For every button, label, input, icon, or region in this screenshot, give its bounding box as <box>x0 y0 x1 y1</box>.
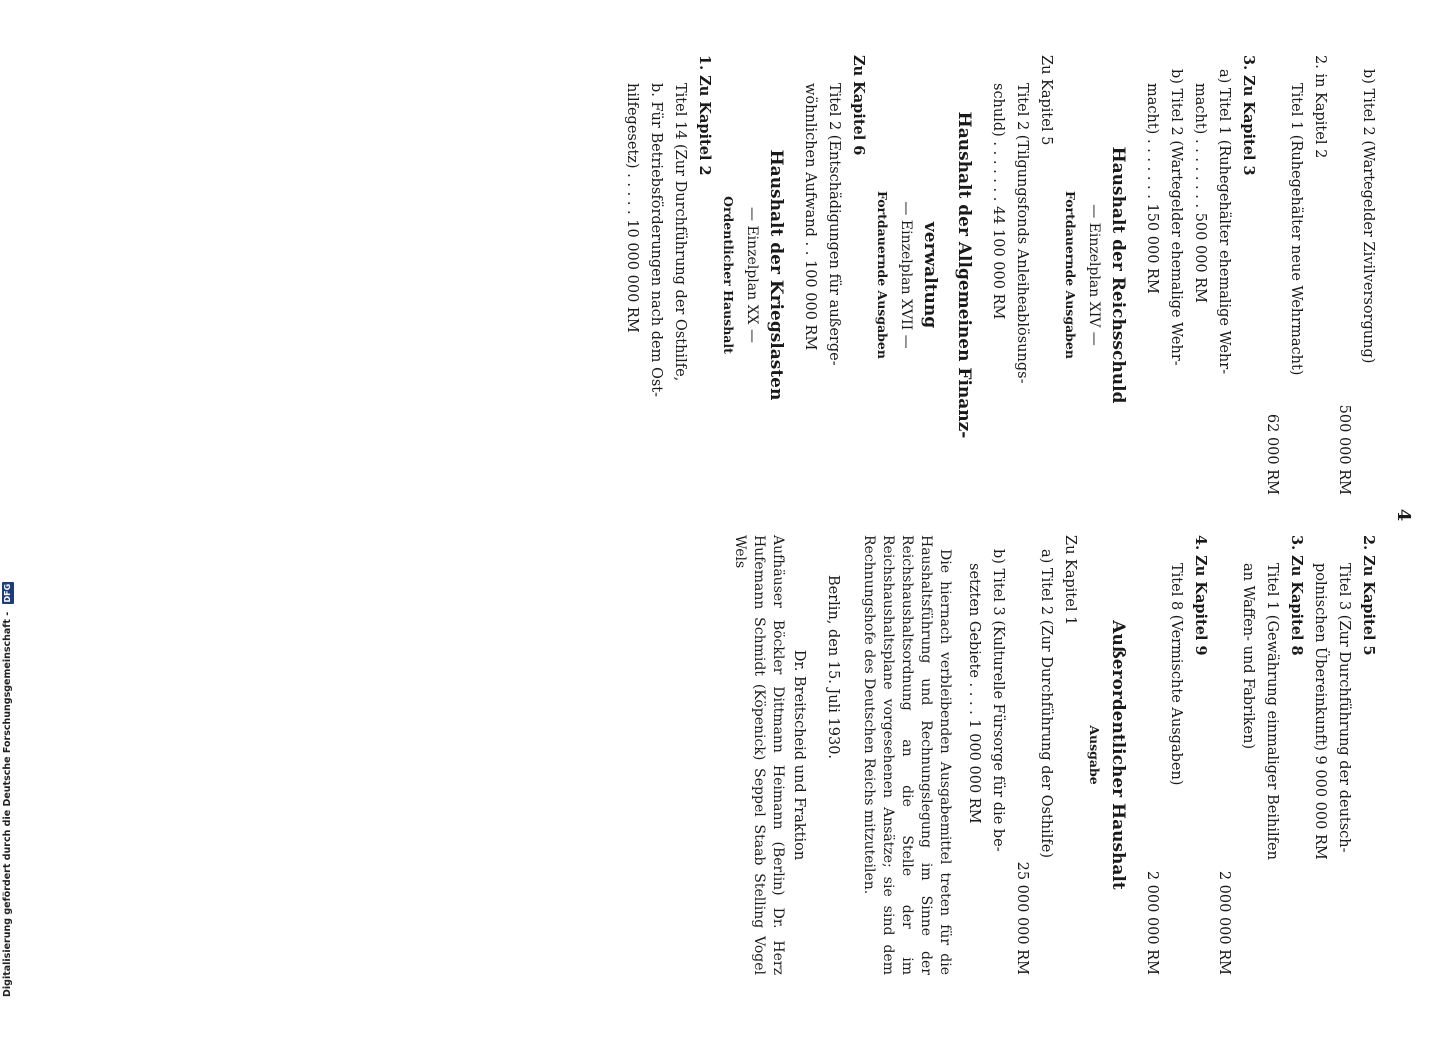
digitization-credit <box>0 583 16 997</box>
left-column-line: b. Für Betriebsförderungen nach dem Ost- <box>648 83 664 398</box>
right-column-line: an Waffen- und Fabriken) <box>1240 563 1256 750</box>
right-column <box>730 535 1380 975</box>
date-line: Berlin, den 15. Juli 1930. <box>825 575 841 760</box>
left-column-line: wöhnlichen Aufwand . . 100 000 RM <box>802 83 818 351</box>
left-column-line: 62 000 RM <box>1264 413 1280 495</box>
right-column-line: 2 000 000 RM <box>1144 870 1160 975</box>
page-number: 4 <box>1393 508 1414 522</box>
right-column-line: Ausgabe <box>1087 725 1102 785</box>
credit-text: Digitalisierung gefördert durch die Deutsche Forschungsgemeinschaft - <box>2 611 13 997</box>
right-column-line: Titel 1 (Gewährung einmaliger Beihilfen <box>1264 563 1280 860</box>
left-column-line: Titel 2 (Entschädigungen für außerge- <box>826 83 842 366</box>
right-column-line: Zu Kapitel 1 <box>1062 535 1078 626</box>
right-column-line: 2. Zu Kapitel 5 <box>1360 535 1377 656</box>
right-column-line: Titel 3 (Zur Durchführung der deutsch- <box>1336 563 1352 853</box>
left-column-line: Titel 2 (Tilgungsfonds Anleiheablösungs- <box>1014 83 1030 384</box>
faction-line: Dr. Breitscheid und Fraktion <box>791 649 807 861</box>
left-column-line: 2. in Kapitel 2 <box>1312 55 1328 159</box>
right-column-line: Außerordentlicher Haushalt <box>1108 620 1128 890</box>
left-column-line: 1. Zu Kapitel 2 <box>696 55 713 176</box>
left-column-line: b) Titel 2 (Wartegelder Zivilversorgung) <box>1360 69 1376 364</box>
left-column-line: — Einzelplan XIV — <box>1086 204 1102 346</box>
left-column-line: verwaltung <box>920 221 940 329</box>
left-column-line: Haushalt der Kriegslasten <box>766 149 786 401</box>
left-column-line: Fortdauernde Ausgaben <box>875 191 890 359</box>
right-column-line: polnischen Übereinkunft) 9 000 000 RM <box>1312 563 1328 860</box>
closing-paragraph: Die hiernach verbleibenden Ausgabemittel treten für die Haushaltsführung und Rechnungslegung im Sinne der Reichshaushaltsordnung an die Stelle der im Reichshaushaltsplane vorgesehenen Ansätze; sie sind dem Rechnungshofe des Deutschen Reichs mitzuteilen. <box>861 535 953 975</box>
right-column-line: 3. Zu Kapitel 8 <box>1288 535 1305 656</box>
left-column-line: Titel 1 (Ruhegehälter neue Wehrmacht) <box>1288 83 1304 376</box>
left-column-line: Haushalt der Allgemeinen Finanz- <box>954 111 974 439</box>
left-column <box>620 55 1380 495</box>
left-column-line: 3. Zu Kapitel 3 <box>1240 55 1257 176</box>
left-column-line: Fortdauernde Ausgaben <box>1063 191 1078 359</box>
left-column-line: schuld) . . . . . . . 44 100 000 RM <box>990 83 1006 320</box>
right-column-line: setzten Gebiete . . . . 1 000 000 RM <box>966 563 982 824</box>
left-column-line: b) Titel 2 (Wartegelder ehemalige Wehr- <box>1168 69 1184 366</box>
dfg-logo: DFG <box>3 583 12 603</box>
left-column-line: Ordentlicher Haushalt <box>721 196 736 354</box>
right-column-line: 4. Zu Kapitel 9 <box>1192 535 1209 656</box>
right-column-line: Titel 8 (Vermischte Ausgaben) <box>1168 563 1184 786</box>
left-column-line: 500 000 RM <box>1336 404 1352 495</box>
document-page <box>600 55 1414 1055</box>
right-column-line: a) Titel 2 (Zur Durchführung der Osthilfe) <box>1038 549 1054 858</box>
left-column-line: — Einzelplan XVII — <box>898 201 914 349</box>
left-column-line: hilfegesetz) . . . . . 10 000 000 RM <box>624 83 640 333</box>
left-column-line: Haushalt der Reichsschuld <box>1108 146 1128 404</box>
signatories: Aufhäuser Böckler Dittmann Heimann (Berlin) Dr. Herz Hufemann Schmidt (Köpenick) Seppel Staab Stelling Vogel Wels <box>732 535 786 975</box>
left-column-line: macht) . . . . . . . 150 000 RM <box>1144 83 1160 294</box>
right-column-line: 25 000 000 RM <box>1014 861 1030 975</box>
right-column-line: b) Titel 3 (Kulturelle Fürsorge für die be- <box>990 549 1006 852</box>
left-column-line: macht) . . . . . . . . 500 000 RM <box>1192 83 1208 304</box>
left-column-line: a) Titel 1 (Ruhegehälter ehemalige Wehr- <box>1216 69 1232 375</box>
left-column-line: Zu Kapitel 6 <box>850 55 867 156</box>
left-column-line: — Einzelplan XX — <box>744 207 760 343</box>
right-column-line: 2 000 000 RM <box>1216 870 1232 975</box>
left-column-line: Titel 14 (Zur Durchführung der Osthilfe, <box>672 83 688 382</box>
left-column-line: Zu Kapitel 5 <box>1038 55 1054 146</box>
